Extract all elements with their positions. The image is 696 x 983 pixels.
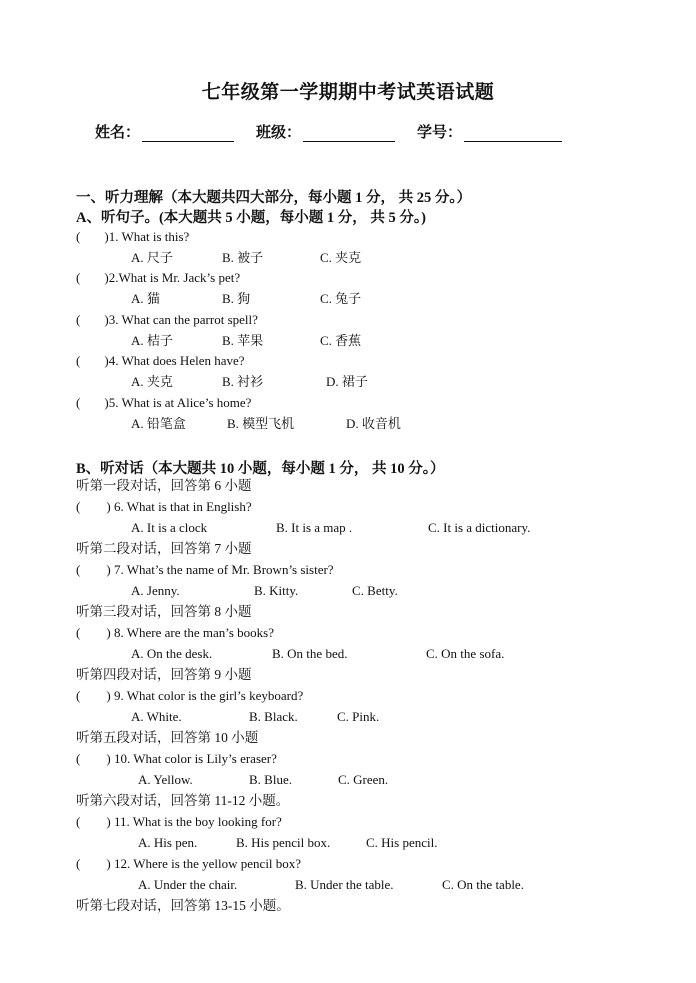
option-3-3: C. 香蕉: [320, 333, 362, 348]
answer-paren-close: ): [106, 499, 114, 514]
question-3: [76, 312, 258, 328]
page-title: 七年级第一学期期中考试英语试题: [201, 82, 495, 103]
answer-paren-open[interactable]: (: [76, 625, 81, 640]
option-b-3-1-2: B. On the bed.: [272, 646, 348, 661]
answer-paren-close: ): [104, 229, 109, 244]
question-text: 4. What does Helen have?: [108, 353, 245, 368]
option-4-2: B. 衬衫: [222, 374, 264, 389]
question-1: [76, 229, 189, 245]
question-2: [76, 270, 240, 286]
answer-paren-open[interactable]: (: [76, 270, 81, 285]
question-b-6-2: [76, 856, 301, 872]
answer-paren-close: ): [104, 312, 109, 327]
name-label: 姓名：: [95, 125, 141, 141]
student-info-row: [95, 121, 562, 142]
question-text: 3. What can the parrot spell?: [108, 312, 258, 327]
answer-paren-close: ): [106, 856, 114, 871]
question-text: 1. What is this?: [108, 229, 190, 244]
question-text: 7. What’s the name of Mr. Brown’s sister?: [113, 562, 334, 577]
question-text: 11. What is the boy looking for?: [113, 814, 282, 829]
option-2-3: C. 兔子: [320, 291, 362, 306]
option-b-2-1-2: B. Kitty.: [254, 583, 299, 598]
name-field: [95, 121, 234, 142]
dialogue-instruction-6: 听第六段对话，回答第 11-12 小题。: [76, 793, 290, 808]
part-a-heading: A、听句子。(本大题共 5 小题，每小题 1 分， 共 5 分。): [76, 210, 427, 226]
option-b-1-1-2: B. It is a map .: [276, 520, 353, 535]
question-text: 2.What is Mr. Jack’s pet?: [108, 270, 241, 285]
class-label: 班级：: [256, 125, 302, 141]
option-3-1: A. 桔子: [131, 333, 173, 348]
answer-paren-open[interactable]: (: [76, 229, 81, 244]
answer-paren-close: ): [104, 270, 109, 285]
dialogue-instruction-1: 听第一段对话，回答第 6 小题: [76, 478, 252, 493]
question-text: 5. What is at Alice’s home?: [108, 395, 252, 410]
answer-paren-open[interactable]: (: [76, 562, 81, 577]
id-field: [417, 121, 562, 142]
dialogue-instruction-3: 听第三段对话，回答第 8 小题: [76, 604, 252, 619]
option-b-2-1-1: A. Jenny.: [131, 583, 180, 598]
answer-paren-open[interactable]: (: [76, 814, 81, 829]
part-b-heading: B、听对话（本大题共 10 小题，每小题 1 分， 共 10 分。）: [76, 461, 445, 477]
option-2-2: B. 狗: [222, 291, 251, 306]
question-b-2-1: [76, 562, 334, 578]
answer-paren-close: ): [106, 751, 114, 766]
option-b-5-1-1: A. Yellow.: [138, 772, 193, 787]
option-5-3: D. 收音机: [346, 416, 401, 431]
option-b-6-2-1: A. Under the chair.: [138, 877, 238, 892]
option-b-4-1-2: B. Black.: [249, 709, 298, 724]
option-b-6-2-2: B. Under the table.: [295, 877, 394, 892]
question-text: 9. What color is the girl’s keyboard?: [113, 688, 304, 703]
dialogue-instruction-2: 听第二段对话，回答第 7 小题: [76, 541, 252, 556]
option-b-1-1-3: C. It is a dictionary.: [428, 520, 531, 535]
answer-paren-open[interactable]: (: [76, 499, 81, 514]
id-blank[interactable]: [464, 125, 562, 142]
option-5-1: A. 铅笔盒: [131, 416, 186, 431]
question-text: 10. What color is Lily’s eraser?: [113, 751, 277, 766]
option-4-3: D. 裙子: [326, 374, 368, 389]
answer-paren-open[interactable]: (: [76, 751, 81, 766]
question-b-5-1: [76, 751, 277, 767]
dialogue-instruction-4: 听第四段对话，回答第 9 小题: [76, 667, 252, 682]
option-b-5-1-3: C. Green.: [338, 772, 389, 787]
option-1-1: A. 尺子: [131, 250, 173, 265]
answer-paren-close: ): [104, 395, 109, 410]
dialogue-instruction-7: 听第七段对话，回答第 13-15 小题。: [76, 898, 290, 913]
option-b-6-1-2: B. His pencil box.: [236, 835, 331, 850]
question-5: [76, 395, 251, 411]
option-b-5-1-2: B. Blue.: [249, 772, 292, 787]
option-1-3: C. 夹克: [320, 250, 362, 265]
answer-paren-open[interactable]: (: [76, 688, 81, 703]
question-4: [76, 353, 245, 369]
answer-paren-open[interactable]: (: [76, 353, 81, 368]
dialogue-instruction-5: 听第五段对话，回答第 10 小题: [76, 730, 259, 745]
name-blank[interactable]: [142, 125, 234, 142]
option-b-3-1-1: A. On the desk.: [131, 646, 213, 661]
option-b-1-1-1: A. It is a clock: [131, 520, 208, 535]
id-label: 学号：: [417, 125, 463, 141]
option-4-1: A. 夹克: [131, 374, 173, 389]
answer-paren-open[interactable]: (: [76, 856, 81, 871]
question-b-4-1: [76, 688, 303, 704]
question-text: 12. Where is the yellow pencil box?: [113, 856, 302, 871]
answer-paren-close: ): [104, 353, 109, 368]
option-3-2: B. 苹果: [222, 333, 264, 348]
section-heading: 一、听力理解（本大题共四大部分，每小题 1 分， 共 25 分。）: [76, 190, 472, 206]
option-2-1: A. 猫: [131, 291, 160, 306]
option-b-6-1-3: C. His pencil.: [366, 835, 438, 850]
option-b-6-2-3: C. On the table.: [442, 877, 524, 892]
question-text: 8. Where are the man’s books?: [113, 625, 274, 640]
answer-paren-open[interactable]: (: [76, 395, 81, 410]
answer-paren-close: ): [106, 562, 114, 577]
answer-paren-close: ): [106, 814, 114, 829]
option-b-2-1-3: C. Betty.: [352, 583, 398, 598]
option-5-2: B. 模型飞机: [227, 416, 295, 431]
answer-paren-close: ): [106, 688, 114, 703]
class-blank[interactable]: [303, 125, 395, 142]
option-b-4-1-1: A. White.: [131, 709, 182, 724]
option-b-6-1-1: A. His pen.: [138, 835, 198, 850]
answer-paren-close: ): [106, 625, 114, 640]
option-b-4-1-3: C. Pink.: [337, 709, 380, 724]
question-b-3-1: [76, 625, 274, 641]
option-1-2: B. 被子: [222, 250, 264, 265]
question-text: 6. What is that in English?: [113, 499, 252, 514]
option-b-3-1-3: C. On the sofa.: [426, 646, 505, 661]
question-b-6-1: [76, 814, 282, 830]
class-field: [256, 121, 395, 142]
answer-paren-open[interactable]: (: [76, 312, 81, 327]
question-b-1-1: [76, 499, 252, 515]
